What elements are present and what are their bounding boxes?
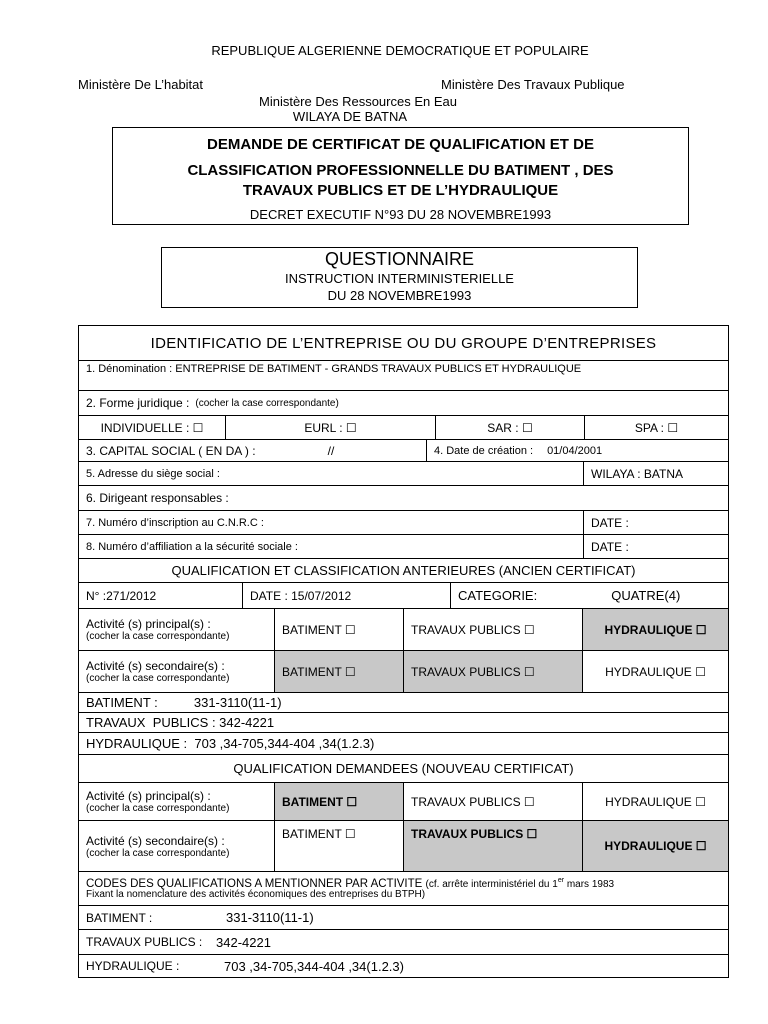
demandees-heading: QUALIFICATION DEMANDEES (NOUVEAU CERTIFICAT): [233, 761, 574, 776]
denomination-row: [79, 361, 728, 391]
numero-certificat: N° :271/2012: [86, 588, 157, 603]
nouveau-secondaire-label: [79, 821, 274, 871]
date-creation-value: 01/04/2001: [547, 444, 603, 457]
republic-title: REPUBLIQUE ALGERIENNE DEMOCRATIQUE ET POPULAIRE: [211, 43, 589, 58]
code-hydraulique-value: 703 ,34-705,344-404 ,34(1.2.3): [224, 958, 404, 974]
nouveau-code-travaux-row: [79, 930, 728, 955]
categorie-label: CATEGORIE:: [458, 588, 538, 603]
codes-mention: [79, 872, 728, 905]
cnrc: 7. Numéro d’inscription au C.N.R.C :: [86, 516, 264, 529]
ancien-principal-travaux[interactable]: TRAVAUX PUBLICS ☐: [403, 609, 582, 650]
nouveau-principal-travaux[interactable]: TRAVAUX PUBLICS ☐: [403, 783, 582, 820]
anterieures-heading: QUALIFICATION ET CLASSIFICATION ANTERIEURES (ANCIEN CERTIFICAT): [171, 563, 636, 578]
forme-label: 2. Forme juridique :: [86, 396, 190, 410]
nouveau-secondaire-batiment[interactable]: BATIMENT ☐: [274, 821, 403, 871]
ancien-secondaire-batiment[interactable]: BATIMENT ☐: [274, 651, 403, 692]
categorie-value: QUATRE(4): [611, 588, 681, 603]
ancien-code-travaux: TRAVAUX PUBLICS : 342-4221: [86, 715, 275, 730]
nouveau-principal-batiment[interactable]: BATIMENT ☐: [274, 783, 403, 820]
title-line-3: TRAVAUX PUBLICS ET DE L’HYDRAULIQUE: [242, 182, 559, 199]
ministry-travaux: Ministère Des Travaux Publique: [441, 77, 625, 92]
ancien-principal-batiment[interactable]: BATIMENT ☐: [274, 609, 403, 650]
capital-value: //: [327, 443, 335, 458]
table-heading: IDENTIFICATIO DE L’ENTREPRISE OU DU GROUPE D’ENTREPRISES: [150, 334, 657, 352]
questionnaire-box: [161, 247, 638, 308]
ancien-code-hydraulique: HYDRAULIQUE : 703 ,34-705,344-404 ,34(1.2.3): [86, 736, 375, 751]
title-line-1: DEMANDE DE CERTIFICAT DE QUALIFICATION ET DE: [207, 136, 594, 153]
codes-note-2: mars 1983: [564, 878, 615, 890]
option-eurl[interactable]: EURL : ☐: [225, 416, 435, 439]
securite-sociale: 8. Numéro d’affiliation a la sécurité sociale :: [86, 540, 298, 553]
adresse-siege: 5. Adresse du siège social :: [86, 467, 220, 480]
ministry-habitat: Ministère De L’habitat: [78, 77, 204, 92]
table-heading-row: [79, 326, 728, 361]
capital-social: [79, 440, 426, 461]
date-creation-label: 4. Date de création :: [434, 444, 534, 457]
questionnaire-line-1: INSTRUCTION INTERMINISTERIELLE: [285, 271, 514, 286]
cocher-note: (cocher la case correspondante): [86, 847, 230, 859]
title-line-2: CLASSIFICATION PROFESSIONNELLE DU BATIMENT , DES: [187, 162, 614, 179]
codes-row: [79, 872, 728, 906]
decree-line: DECRET EXECUTIF N°93 DU 28 NOVEMBRE1993: [249, 207, 552, 222]
forme-juridique: [79, 391, 728, 415]
cnrc-date: DATE :: [583, 511, 728, 534]
activite-principal-text: Activité (s) principal(s) :: [86, 617, 211, 631]
cocher-note: (cocher la case correspondante): [86, 803, 230, 814]
activite-secondaire-text: Activité (s) secondaire(s) :: [86, 833, 225, 848]
code-batiment-value: 331-3110(11-1): [226, 910, 314, 925]
code-travaux-label: TRAVAUX PUBLICS :: [86, 935, 203, 949]
identification-table: [78, 325, 729, 978]
title-box: [112, 127, 689, 225]
nouveau-principal-label: [79, 783, 274, 820]
forme-row: [79, 391, 728, 416]
capital-label: 3. CAPITAL SOCIAL ( EN DA ) :: [86, 443, 256, 458]
ancien-principal-hydraulique[interactable]: HYDRAULIQUE ☐: [582, 609, 728, 650]
questionnaire-line-2: DU 28 NOVEMBRE1993: [327, 288, 472, 303]
code-hydraulique-label: HYDRAULIQUE :: [86, 959, 180, 973]
certificat-row: [79, 583, 728, 609]
cocher-note: (cocher la case correspondante): [86, 631, 230, 642]
codes-title-line: [86, 877, 614, 890]
ancien-secondaire-hydraulique[interactable]: HYDRAULIQUE ☐: [582, 651, 728, 692]
nouveau-code-batiment: [79, 906, 728, 929]
date-creation: [426, 440, 728, 461]
capital-row: [79, 440, 728, 462]
securite-date: DATE :: [583, 535, 728, 558]
ancien-secondaire-travaux[interactable]: TRAVAUX PUBLICS ☐: [403, 651, 582, 692]
forme-note: (cocher la case correspondante): [195, 397, 339, 409]
adresse-row: [79, 462, 728, 486]
dirigeant: 6. Dirigeant responsables :: [86, 491, 229, 505]
nouveau-secondaire-row: [79, 821, 728, 872]
ministry-eau: Ministère Des Ressources En Eau: [259, 94, 457, 109]
nouveau-secondaire-travaux[interactable]: TRAVAUX PUBLICS ☐: [403, 821, 582, 871]
nouveau-code-batiment-row: [79, 906, 728, 930]
ancien-principal-label: [79, 609, 274, 650]
date-certificat: DATE : 15/07/2012: [242, 583, 450, 608]
ancien-code-batiment-row: [79, 693, 728, 713]
dirigeant-row: [79, 486, 728, 511]
wilaya-cell: WILAYA : BATNA: [583, 462, 728, 485]
nouveau-code-travaux: [79, 930, 728, 954]
code-travaux-value: 342-4221: [216, 934, 271, 950]
categorie: [450, 583, 728, 608]
codes-note: (cf. arrête interministériel du 1: [425, 878, 558, 890]
forme-options-row: [79, 416, 728, 440]
nouveau-principal-hydraulique[interactable]: HYDRAULIQUE ☐: [582, 783, 728, 820]
codes-sup: er: [557, 876, 565, 884]
securite-row: [79, 535, 728, 559]
wilaya-header: WILAYA DE BATNA: [292, 109, 408, 124]
codes-title: CODES DES QUALIFICATIONS A MENTIONNER PAR ACTIVITE: [86, 877, 423, 890]
nouveau-secondaire-hydraulique[interactable]: HYDRAULIQUE ☐: [582, 821, 728, 871]
ancien-code-hydraulique-row: [79, 733, 728, 755]
nouveau-principal-row: [79, 783, 728, 821]
nouveau-code-hydraulique: [79, 955, 728, 977]
denomination: 1. Dénomination : ENTREPRISE DE BATIMENT - GRANDS TRAVAUX PUBLICS ET HYDRAULIQUE: [86, 363, 582, 375]
activite-principal-text: Activité (s) principal(s) :: [86, 789, 211, 803]
ancien-principal-row: [79, 609, 728, 651]
anterieures-row: [79, 559, 728, 583]
option-spa[interactable]: SPA : ☐: [584, 416, 728, 439]
demandees-row: [79, 755, 728, 783]
ancien-secondaire-label: [79, 651, 274, 692]
option-individuelle[interactable]: INDIVIDUELLE : ☐: [100, 420, 204, 435]
cocher-note: (cocher la case correspondante): [86, 673, 230, 684]
ancien-secondaire-row: [79, 651, 728, 693]
option-sar[interactable]: SAR : ☐: [435, 416, 584, 439]
codes-line-2: Fixant la nomenclature des activités économiques des entreprises du BTPH): [86, 889, 426, 901]
ancien-code-batiment: BATIMENT : 331-3110(11-1): [86, 695, 282, 710]
activite-secondaire-text: Activité (s) secondaire(s) :: [86, 659, 225, 673]
questionnaire-title: QUESTIONNAIRE: [324, 249, 475, 269]
cnrc-row: [79, 511, 728, 535]
ancien-code-travaux-row: [79, 713, 728, 733]
nouveau-code-hydraulique-row: [79, 955, 728, 977]
code-batiment-label: BATIMENT :: [86, 910, 153, 925]
